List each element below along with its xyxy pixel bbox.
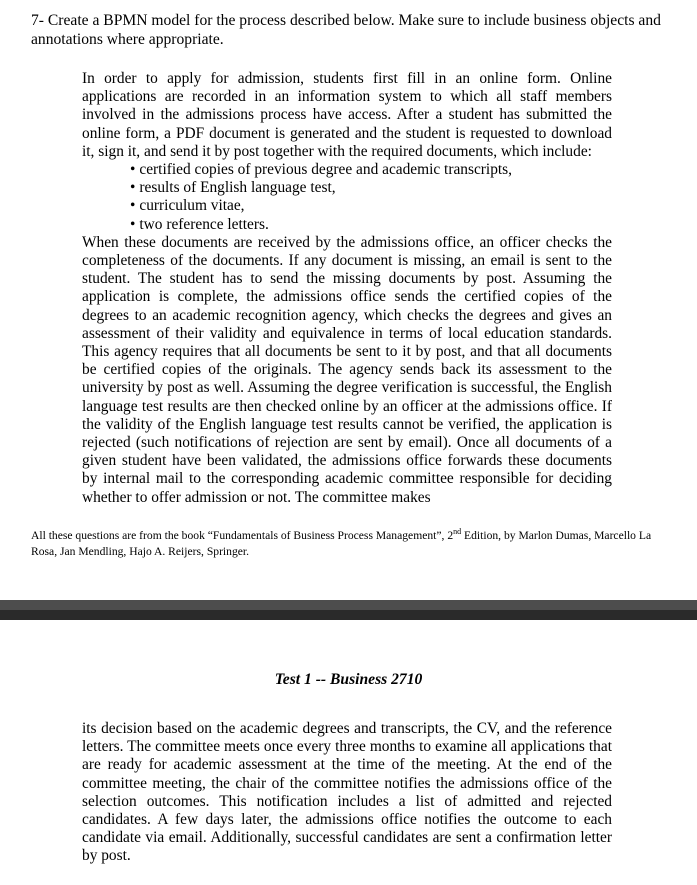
document-page-2	[0, 620, 697, 885]
list-item	[130, 179, 612, 197]
page-separator	[0, 600, 697, 610]
required-documents-list	[82, 161, 612, 234]
bullet-icon: •	[130, 179, 136, 197]
continued-paragraph: its decision based on the academic degrees and transcripts, the CV, and the reference letters. The committee meets once every three months to examine all applications that are ready for academic assessment at the time of the meeting. At the end of the committee meeting, the chair of the committee notifies the admissions office of the selection outcomes. This notification includes a list of admitted and rejected candidates. A few days later, the admissions office notifies the outcome to each candidate via email. Additionally, successful candidates are sent a confirmation letter by post.	[82, 720, 612, 865]
footnote-superscript: nd	[453, 527, 462, 537]
list-item-text: curriculum vitae,	[139, 197, 245, 215]
bullet-icon: •	[130, 215, 136, 233]
intro-paragraph: In order to apply for admission, students first fill in an online form. Online applications are recorded in an information system to which all staff members involved in the admissions process have access. After a student has submitted the online form, a PDF document is generated and the student is requested to download it, sign it, and send it by post together with the required documents, which include:	[82, 70, 612, 160]
footnote-text-end: Edition, by Marlon Dumas, Marcello La Rosa, Jan Mendling, Hajo A. Reijers, Springer.	[31, 529, 652, 558]
footnote-text: All these questions are from the book “Fundamentals of Business Process Management”, 2	[31, 529, 454, 542]
list-item	[130, 197, 612, 215]
bullet-icon: •	[130, 161, 136, 179]
list-item	[130, 216, 612, 234]
list-item-text: two reference letters.	[139, 215, 269, 233]
question-text: 7- Create a BPMN model for the process described below. Make sure to include business objects and annotations where appropriate.	[31, 12, 661, 48]
footnote	[31, 528, 671, 560]
list-item-text: results of English language test,	[139, 179, 336, 197]
bullet-icon: •	[130, 197, 136, 215]
page-header: Test 1 -- Business 2710	[274, 671, 423, 688]
list-item	[130, 161, 612, 179]
list-item-text: certified copies of previous degree and academic transcripts,	[139, 161, 513, 179]
continuation-paragraph: When these documents are received by the admissions office, an officer checks the completeness of the documents. If any document is missing, an email is sent to the student. The student has to send the missing documents by post. Assuming the application is complete, the admissions office sends the certified copies of the degrees to an academic recognition agency, which checks the degrees and gives an assessment of their validity and equivalence in terms of local education standards. This agency requires that all documents be sent to it by post, and that all documents be certified copies of the originals. The agency sends back its assessment to the university by post as well. Assuming the degree verification is successful, the English language test results are then checked online by an officer at the admissions office. If the validity of the English language test results cannot be verified, the application is rejected (such notifications of rejection are sent by email). Once all documents of a given student have been validated, the admissions office forwards these documents by internal mail to the corresponding academic committee responsible for deciding whether to offer admission or not. The committee makes	[82, 233, 612, 506]
page-separator-shadow	[0, 610, 697, 620]
process-description	[82, 70, 612, 507]
